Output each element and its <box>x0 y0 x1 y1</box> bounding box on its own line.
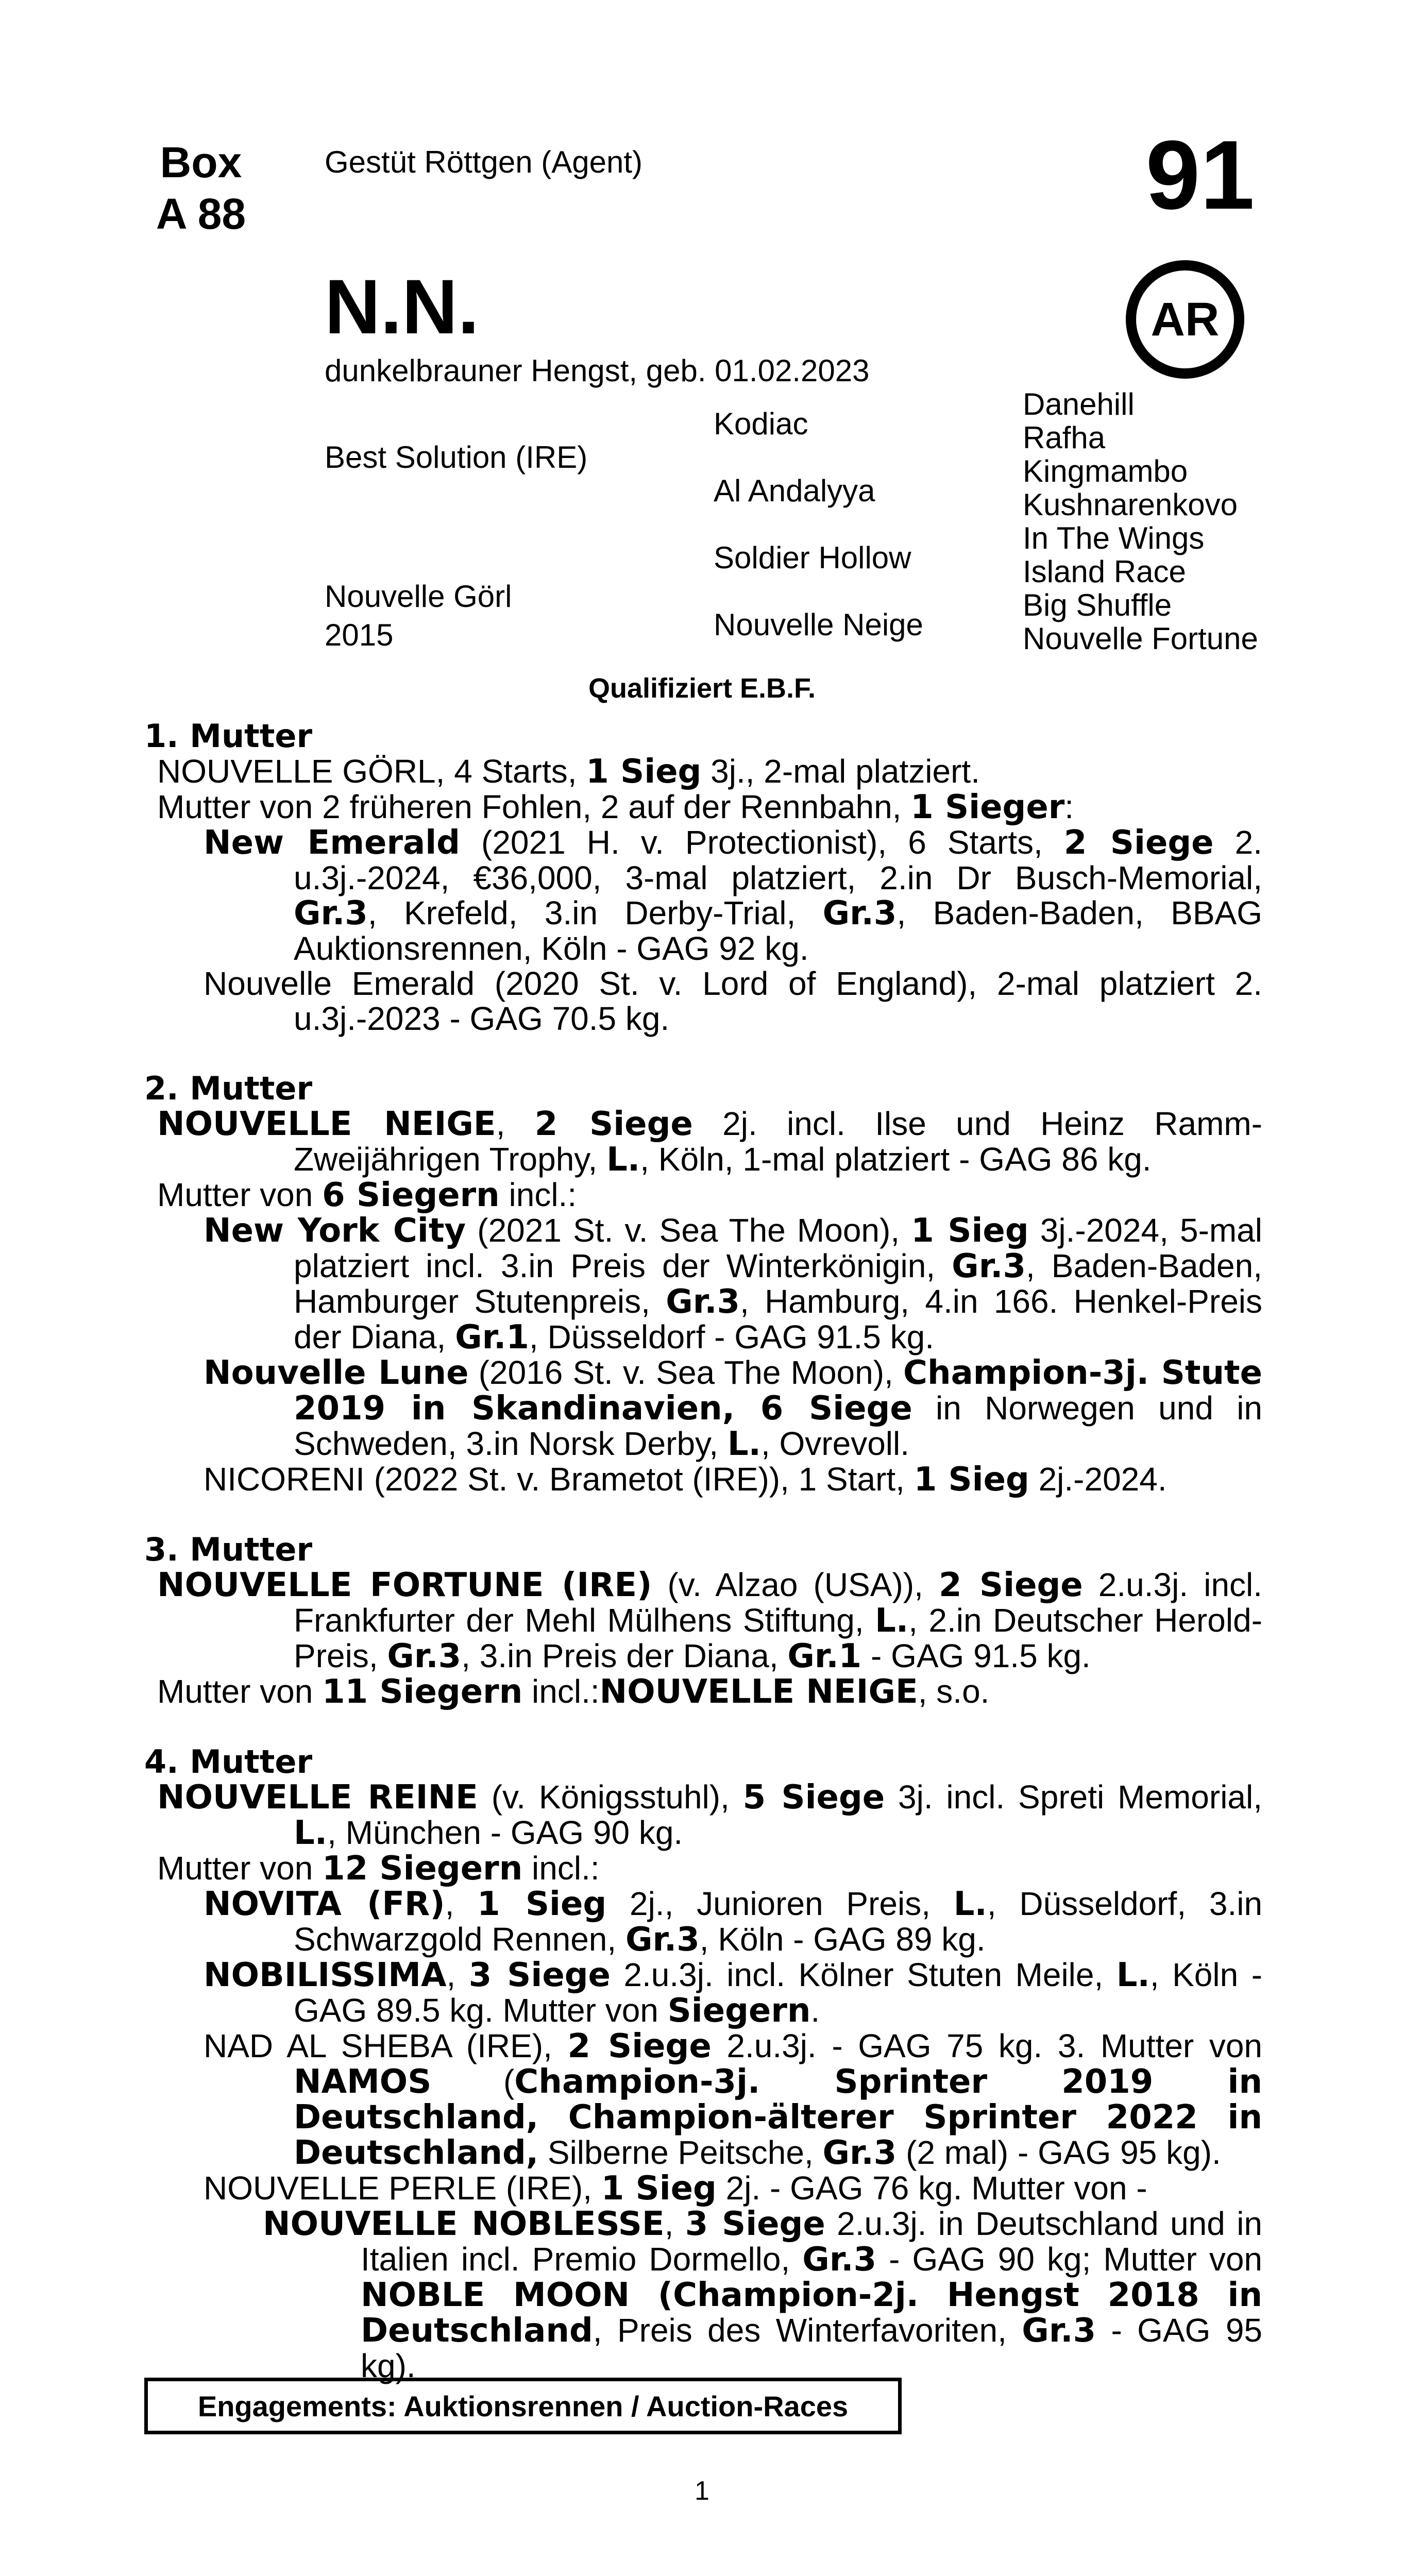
catalogue-body <box>144 719 1262 2383</box>
pedigree-gen3-item: Rafha <box>1023 420 1106 455</box>
produce-entry: NOBILISSIMA, 3 Siege 2.u.3j. incl. Kölner Stuten Meile, L., Köln - GAG 89.5 kg. Mutter von Siegern. <box>204 1956 1262 2030</box>
box-label-text: Box <box>160 138 242 187</box>
pedigree-gen3-item: Big Shuffle <box>1023 588 1172 622</box>
pedigree-gen2-item: Al Andalyya <box>714 473 875 508</box>
pedigree-gen3-item: Kingmambo <box>1023 454 1188 488</box>
ar-badge-text: AR <box>1151 293 1220 346</box>
box-label <box>144 137 258 240</box>
section-title: 1. Mutter <box>144 717 313 755</box>
dam-entry: NOUVELLE NEIGE, 2 Siege 2j. incl. Ilse und Heinz Ramm-Zweijährigen Trophy, L., Köln, 1-mal platziert - GAG 86 kg. <box>157 1105 1263 1179</box>
produce-entry: NICORENI (2022 St. v. Brametot (IRE)), 1 Start, 1 Sieg 2j.-2024. <box>204 1461 1167 1499</box>
pedigree-gen2-item: Soldier Hollow <box>714 540 911 575</box>
produce-entry: NAD AL SHEBA (IRE), 2 Siege 2.u.3j. - GAG 75 kg. 3. Mutter von NAMOS (Champion-3j. Sprinter 2019 in Deutschland, Champion-älterer Sprinter 2022 in Deutschland, Silberne Peitsche, Gr.3 (2 mal) - GAG 95 kg). <box>204 2027 1263 2172</box>
pedigree-gen2-item: Nouvelle Neige <box>714 607 923 642</box>
produce-entry: Nouvelle Emerald (2020 St. v. Lord of England), 2-mal platziert 2. u.3j.-2023 - GAG 70.5 kg. <box>204 965 1262 1037</box>
produce-entry: Nouvelle Lune (2016 St. v. Sea The Moon), Champion-3j. Stute 2019 in Skandinavien, 6 Siege in Norwegen und in Schweden, 3.in Norsk Derby, L., Ovrevoll. <box>204 1354 1263 1463</box>
qualification-note: Qualifiziert E.B.F. <box>588 673 816 704</box>
pedigree-gen3 <box>1023 387 1258 655</box>
dam-produce-summary: Mutter von 11 Siegern incl.:NOUVELLE NEIGE, s.o. <box>157 1673 990 1711</box>
dam-produce-summary: Mutter von 12 Siegern incl.: <box>157 1850 600 1888</box>
pedigree-gen3-item: Island Race <box>1023 554 1186 589</box>
page-number: 1 <box>695 2476 709 2506</box>
pedigree-dam-year: 2015 <box>325 618 394 652</box>
pedigree-gen3-item: In The Wings <box>1023 521 1205 555</box>
produce-entry: NOVITA (FR), 1 Sieg 2j., Junioren Preis, L., Düsseldorf, 3.in Schwarzgold Rennen, Gr.3, Köln - GAG 89 kg. <box>204 1885 1263 1959</box>
engagements-text: Engagements: Auktionsrennen / Auction-Races <box>197 2389 849 2422</box>
pedigree-dam: Nouvelle Görl <box>325 579 512 614</box>
pedigree-gen3-item: Kushnarenkovo <box>1023 487 1238 522</box>
produce-entry: New York City (2021 St. v. Sea The Moon), 1 Sieg 3j.-2024, 5-mal platziert incl. 3.in Preis der Winterkönigin, Gr.3, Baden-Baden, Hamburger Stutenpreis, Gr.3, Hamburg, 4.in 166. Henkel-Preis der Diana, Gr.1, Düsseldorf - GAG 91.5 kg. <box>204 1212 1263 1357</box>
dam-entry: NOUVELLE GÖRL, 4 Starts, 1 Sieg 3j., 2-mal platziert. <box>157 753 980 791</box>
box-code: A 88 <box>156 190 246 238</box>
produce-entry: NOUVELLE NOBLESSE, 3 Siege 2.u.3j. in Deutschland und in Italien incl. Premio Dormello, Gr.3 - GAG 90 kg; Mutter von NOBLE MOON (Champion-2j. Hengst 2018 in Deutschland, Preis des Winterfavoriten, Gr.3 - GAG 95 kg). <box>263 2205 1263 2384</box>
produce-entry: NOUVELLE PERLE (IRE), 1 Sieg 2j. - GAG 76 kg. Mutter von - <box>204 2170 1147 2208</box>
horse-name: N.N. <box>325 263 479 350</box>
dam-entry: NOUVELLE REINE (v. Königsstuhl), 5 Siege 3j. incl. Spreti Memorial, L., München - GAG 90 kg. <box>157 1778 1263 1852</box>
section-title: 4. Mutter <box>144 1743 313 1781</box>
lot-number: 91 <box>1145 121 1255 230</box>
consignor: Gestüt Röttgen (Agent) <box>325 145 642 179</box>
pedigree-gen3-item: Nouvelle Fortune <box>1023 621 1258 656</box>
produce-entry: New Emerald (2021 H. v. Protectionist), 6 Starts, 2 Siege 2. u.3j.-2024, €36,000, 3-mal platziert, 2.in Dr Busch-Memorial, Gr.3, Krefeld, 3.in Derby-Trial, Gr.3, Baden-Baden, BBAG Auktionsrennen, Köln - GAG 92 kg. <box>204 824 1263 967</box>
pedigree-sire: Best Solution (IRE) <box>325 440 588 474</box>
engagements-box <box>144 2378 902 2434</box>
horse-description: dunkelbrauner Hengst, geb. 01.02.2023 <box>325 353 870 388</box>
dam-entry: NOUVELLE FORTUNE (IRE) (v. Alzao (USA)), 2 Siege 2.u.3j. incl. Frankfurter der Mehl Mülhens Stiftung, L., 2.in Deutscher Herold-Preis, Gr.3, 3.in Preis der Diana, Gr.1 - GAG 91.5 kg. <box>157 1566 1263 1675</box>
pedigree-gen2-item: Kodiac <box>714 406 808 441</box>
dam-produce-summary: Mutter von 2 früheren Fohlen, 2 auf der Rennbahn, 1 Sieger: <box>157 788 1074 826</box>
pedigree-gen3-item: Danehill <box>1023 387 1135 421</box>
ar-badge <box>1126 260 1244 379</box>
dam-produce-summary: Mutter von 6 Siegern incl.: <box>157 1176 577 1214</box>
section-title: 3. Mutter <box>144 1531 313 1568</box>
section-title: 2. Mutter <box>144 1070 313 1107</box>
